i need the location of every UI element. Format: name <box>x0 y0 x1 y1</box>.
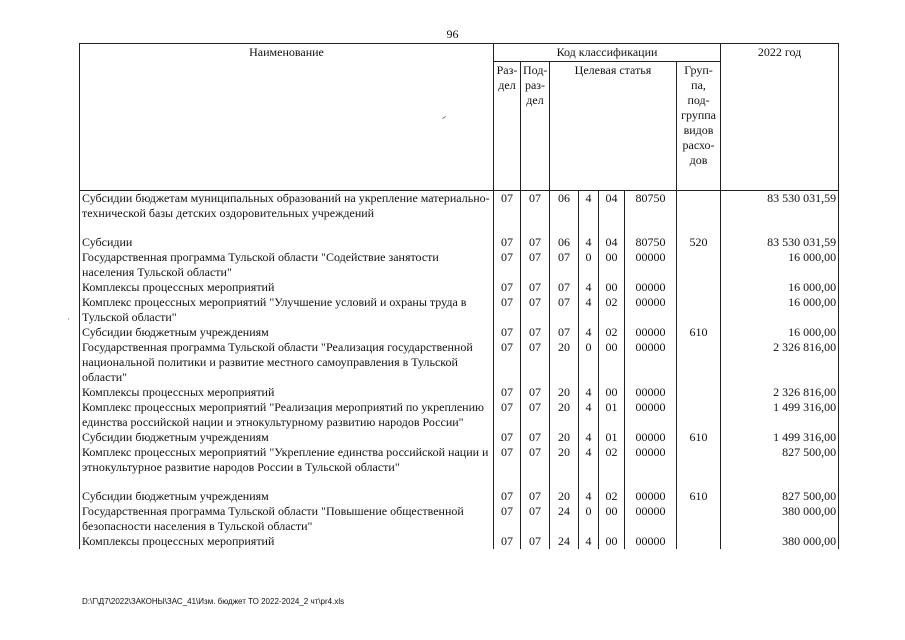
row-amount-2022: 827 500,00 <box>721 489 839 504</box>
table-row <box>80 340 839 385</box>
row-target-direction: 00000 <box>625 325 677 340</box>
table-row <box>80 430 839 445</box>
table-row <box>80 385 839 400</box>
row-section: 07 <box>494 445 521 475</box>
row-target-direction: 00000 <box>625 504 677 534</box>
row-target-program: 20 <box>550 445 579 475</box>
spacer-cell <box>625 475 677 489</box>
row-subsection: 07 <box>521 280 550 295</box>
row-target-type: 4 <box>579 325 599 340</box>
row-amount-2022: 16 000,00 <box>721 325 839 340</box>
table-row <box>80 504 839 534</box>
spacer-cell <box>494 221 521 235</box>
row-subsection: 07 <box>521 534 550 549</box>
row-amount-2022: 1 499 316,00 <box>721 430 839 445</box>
row-target-subprogram: 01 <box>599 430 625 445</box>
header-group: Груп- па, под- группа видов расхо- дов <box>677 62 721 191</box>
row-amount-2022: 380 000,00 <box>721 534 839 549</box>
row-section: 07 <box>494 340 521 385</box>
row-subsection: 07 <box>521 191 550 222</box>
row-target-direction: 00000 <box>625 489 677 504</box>
spacer-cell <box>677 221 721 235</box>
row-target-program: 06 <box>550 191 579 222</box>
row-target-type: 4 <box>579 445 599 475</box>
row-spacer <box>80 475 839 489</box>
row-amount-2022: 83 530 031,59 <box>721 191 839 222</box>
row-target-direction: 00000 <box>625 250 677 280</box>
table-row <box>80 400 839 430</box>
row-target-direction: 80750 <box>625 235 677 250</box>
row-subsection: 07 <box>521 430 550 445</box>
table-row <box>80 325 839 340</box>
row-expense-group: 520 <box>677 235 721 250</box>
row-expense-group <box>677 504 721 534</box>
row-subsection: 07 <box>521 295 550 325</box>
row-target-subprogram: 00 <box>599 385 625 400</box>
row-name: Комплексы процессных мероприятий <box>80 280 494 295</box>
row-subsection: 07 <box>521 385 550 400</box>
row-target-subprogram: 00 <box>599 534 625 549</box>
row-section: 07 <box>494 191 521 222</box>
row-target-type: 4 <box>579 295 599 325</box>
row-name: Комплекс процессных мероприятий "Улучшение условий и охраны труда в Тульской области" <box>80 295 494 325</box>
row-target-program: 20 <box>550 385 579 400</box>
row-expense-group <box>677 340 721 385</box>
row-spacer <box>80 221 839 235</box>
row-name: Субсидии <box>80 235 494 250</box>
row-expense-group <box>677 250 721 280</box>
row-target-program: 07 <box>550 325 579 340</box>
row-target-program: 06 <box>550 235 579 250</box>
row-target-program: 20 <box>550 400 579 430</box>
budget-table <box>79 43 839 549</box>
row-amount-2022: 16 000,00 <box>721 295 839 325</box>
row-expense-group <box>677 534 721 549</box>
row-amount-2022: 2 326 816,00 <box>721 385 839 400</box>
row-target-program: 07 <box>550 295 579 325</box>
row-name: Субсидии бюджетным учреждениям <box>80 489 494 504</box>
row-amount-2022: 83 530 031,59 <box>721 235 839 250</box>
row-amount-2022: 827 500,00 <box>721 445 839 475</box>
row-section: 07 <box>494 235 521 250</box>
row-name: Комплексы процессных мероприятий <box>80 385 494 400</box>
row-section: 07 <box>494 280 521 295</box>
row-target-program: 24 <box>550 534 579 549</box>
row-target-subprogram: 04 <box>599 191 625 222</box>
row-name: Комплексы процессных мероприятий <box>80 534 494 549</box>
spacer-cell <box>550 475 579 489</box>
spacer-cell <box>521 221 550 235</box>
row-section: 07 <box>494 325 521 340</box>
row-target-program: 24 <box>550 504 579 534</box>
table-row <box>80 235 839 250</box>
header-code: Код классификации <box>494 44 721 62</box>
row-target-direction: 00000 <box>625 445 677 475</box>
row-target-type: 0 <box>579 340 599 385</box>
row-target-subprogram: 02 <box>599 295 625 325</box>
header-target: Целевая статья <box>550 62 677 191</box>
row-target-type: 0 <box>579 504 599 534</box>
spacer-cell <box>599 475 625 489</box>
row-target-direction: 00000 <box>625 400 677 430</box>
row-target-direction: 00000 <box>625 430 677 445</box>
spacer-cell <box>550 221 579 235</box>
row-target-direction: 00000 <box>625 295 677 325</box>
row-target-type: 4 <box>579 489 599 504</box>
spacer-cell <box>521 475 550 489</box>
row-name: Государственная программа Тульской области "Реализация государственной национальной политики и развитие местного самоуправления в Тульской области" <box>80 340 494 385</box>
table-row <box>80 280 839 295</box>
spacer-cell <box>721 221 839 235</box>
row-subsection: 07 <box>521 325 550 340</box>
header-section: Раз- дел <box>494 62 521 191</box>
row-target-program: 20 <box>550 489 579 504</box>
row-target-subprogram: 00 <box>599 250 625 280</box>
header-name: Наименование <box>80 44 494 191</box>
row-name: Государственная программа Тульской области "Повышение общественной безопасности населения в Тульской области" <box>80 504 494 534</box>
row-target-program: 07 <box>550 280 579 295</box>
row-expense-group <box>677 400 721 430</box>
row-subsection: 07 <box>521 250 550 280</box>
row-target-program: 07 <box>550 250 579 280</box>
row-target-direction: 00000 <box>625 534 677 549</box>
table-row <box>80 534 839 549</box>
header-year: 2022 год <box>721 44 839 191</box>
row-target-subprogram: 01 <box>599 400 625 430</box>
table-row <box>80 250 839 280</box>
row-target-subprogram: 02 <box>599 445 625 475</box>
spacer-cell <box>494 475 521 489</box>
row-expense-group: 610 <box>677 325 721 340</box>
row-target-type: 4 <box>579 191 599 222</box>
row-name: Субсидии бюджетным учреждениям <box>80 325 494 340</box>
spacer-cell <box>579 221 599 235</box>
row-name: Государственная программа Тульской области "Содействие занятости населения Тульской области" <box>80 250 494 280</box>
row-section: 07 <box>494 489 521 504</box>
row-target-type: 4 <box>579 430 599 445</box>
row-section: 07 <box>494 504 521 534</box>
table-row <box>80 191 839 222</box>
row-subsection: 07 <box>521 400 550 430</box>
row-expense-group <box>677 295 721 325</box>
row-target-program: 20 <box>550 430 579 445</box>
spacer-cell <box>625 221 677 235</box>
row-expense-group: 610 <box>677 489 721 504</box>
row-target-direction: 00000 <box>625 340 677 385</box>
row-name: Комплекс процессных мероприятий "Укрепление единства российской нации и этнокультурное развитие народов России в Тульской области" <box>80 445 494 475</box>
row-amount-2022: 16 000,00 <box>721 280 839 295</box>
row-target-subprogram: 00 <box>599 280 625 295</box>
scan-artifact-dot: · <box>67 314 70 324</box>
spacer-cell <box>80 475 494 489</box>
row-section: 07 <box>494 250 521 280</box>
row-expense-group <box>677 445 721 475</box>
row-expense-group: 610 <box>677 430 721 445</box>
row-target-direction: 00000 <box>625 385 677 400</box>
row-amount-2022: 2 326 816,00 <box>721 340 839 385</box>
spacer-cell <box>599 221 625 235</box>
table-row <box>80 295 839 325</box>
row-target-program: 20 <box>550 340 579 385</box>
spacer-cell <box>721 475 839 489</box>
row-target-subprogram: 00 <box>599 340 625 385</box>
row-target-subprogram: 04 <box>599 235 625 250</box>
row-target-subprogram: 02 <box>599 489 625 504</box>
spacer-cell <box>80 221 494 235</box>
row-target-subprogram: 00 <box>599 504 625 534</box>
row-target-type: 4 <box>579 534 599 549</box>
file-path-footer: D:\Г\Д7\2022\ЗАКОНЫ\ЗАС_41\Изм. бюджет ТО 2022-2024_2 чт\pr4.xls <box>82 597 345 606</box>
header-subsection: Под- раз- дел <box>521 62 550 191</box>
row-section: 07 <box>494 534 521 549</box>
row-target-direction: 80750 <box>625 191 677 222</box>
row-section: 07 <box>494 385 521 400</box>
row-name: Субсидии бюджетным учреждениям <box>80 430 494 445</box>
row-subsection: 07 <box>521 489 550 504</box>
page-number: 96 <box>446 27 459 41</box>
row-target-type: 4 <box>579 400 599 430</box>
row-target-subprogram: 02 <box>599 325 625 340</box>
row-target-type: 4 <box>579 385 599 400</box>
spacer-cell <box>677 475 721 489</box>
spacer-cell <box>579 475 599 489</box>
table-row <box>80 489 839 504</box>
row-target-type: 4 <box>579 235 599 250</box>
row-section: 07 <box>494 295 521 325</box>
row-name: Субсидии бюджетам муниципальных образований на укрепление материально-технической базы детских оздоровительных учреждений <box>80 191 494 222</box>
row-subsection: 07 <box>521 340 550 385</box>
row-subsection: 07 <box>521 445 550 475</box>
row-amount-2022: 380 000,00 <box>721 504 839 534</box>
row-section: 07 <box>494 430 521 445</box>
row-target-direction: 00000 <box>625 280 677 295</box>
row-expense-group <box>677 280 721 295</box>
row-section: 07 <box>494 400 521 430</box>
row-amount-2022: 16 000,00 <box>721 250 839 280</box>
row-target-type: 4 <box>579 280 599 295</box>
row-expense-group <box>677 191 721 222</box>
row-target-type: 0 <box>579 250 599 280</box>
table-row <box>80 445 839 475</box>
row-subsection: 07 <box>521 504 550 534</box>
row-name: Комплекс процессных мероприятий "Реализация мероприятий по укреплению единства российской нации и этнокультурному развитию народов России" <box>80 400 494 430</box>
row-expense-group <box>677 385 721 400</box>
row-subsection: 07 <box>521 235 550 250</box>
row-amount-2022: 1 499 316,00 <box>721 400 839 430</box>
